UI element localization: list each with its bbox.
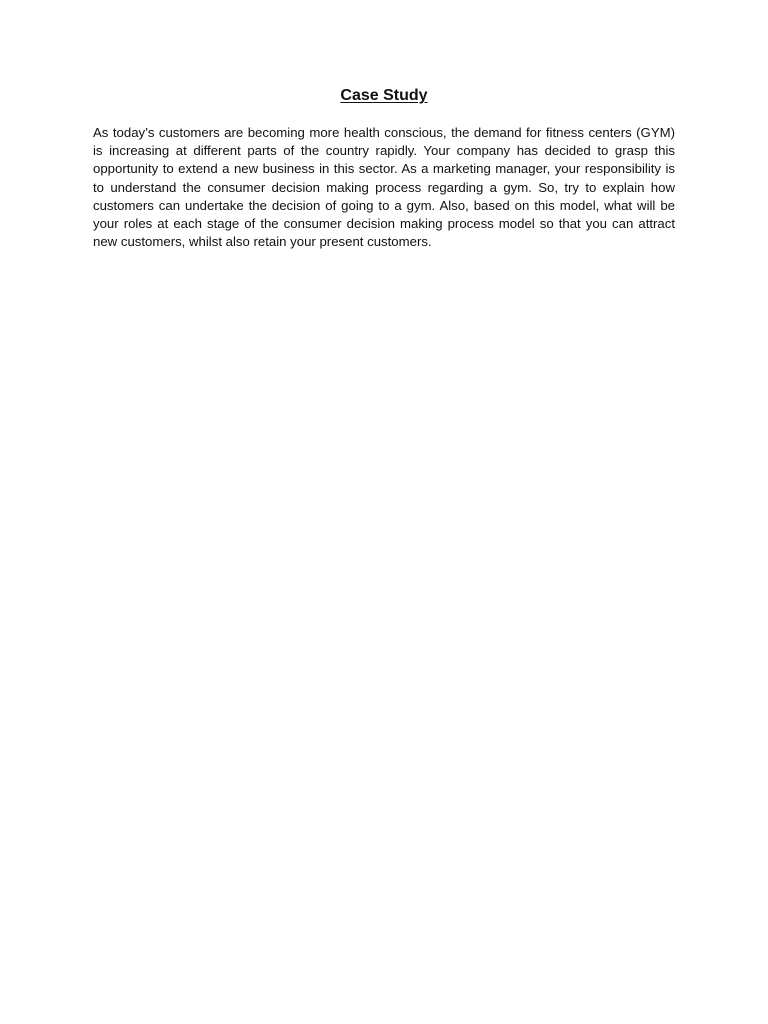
page-title: Case Study <box>340 87 428 104</box>
case-study-paragraph: As today’s customers are becoming more health conscious, the demand for fitness centers (GYM) is increasing at different parts of the country rapidly. Your company has decided to grasp this opportunity to extend a new business in this sector. As a marketing manager, your responsibility is to understand the consumer decision making process regarding a gym. So, try to explain how customers can undertake the decision of going to a gym. Also, based on this model, what will be your roles at each stage of the consumer decision making process model so that you can attract new customers, whilst also retain your present customers. <box>93 125 675 250</box>
